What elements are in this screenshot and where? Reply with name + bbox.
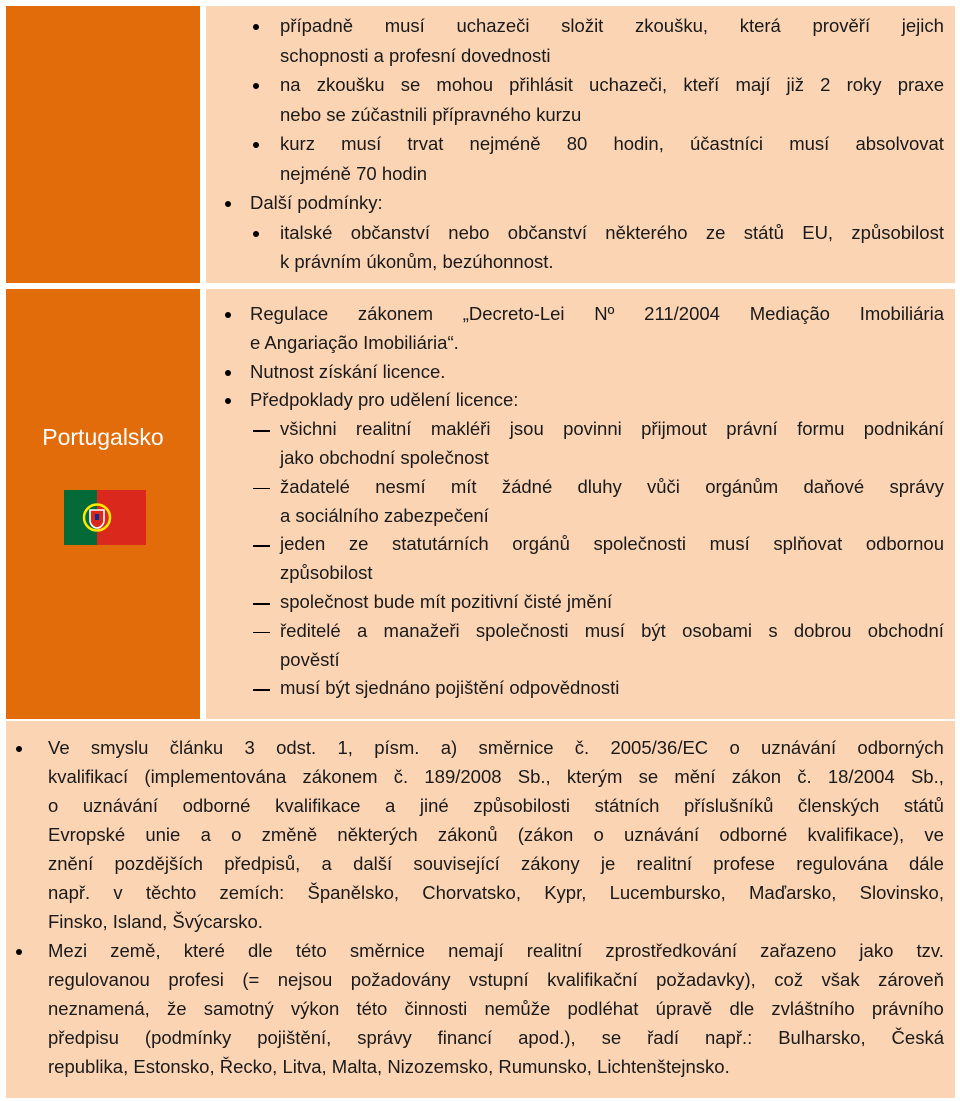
list-item-line: žadatelé nesmí mít žádné dluhy vůči orgánům daňové správy [280, 475, 944, 497]
list-item-line: Evropské unie a o změně některých zákonů (zákon o uznávání odborné kvalifikace), ve [48, 824, 944, 845]
dash-marker-icon [253, 603, 270, 605]
country-cell-italy [6, 6, 200, 283]
bullet-icon [225, 370, 231, 376]
bullet-icon [253, 231, 259, 237]
eu-directive-notes [6, 721, 955, 1098]
list-item-line: nejméně 70 hodin [280, 162, 428, 184]
list-item-line: pověstí [280, 648, 340, 670]
list-item-line: Regulace zákonem „Decreto-Lei Nº 211/2004 Mediação Imobiliária [250, 303, 944, 324]
list-item-line: Nutnost získání licence. [250, 360, 446, 382]
bullet-icon [225, 201, 231, 207]
list-item-line: znění pozdějších předpisů, a další související zákony je realitní profese regulována dále [48, 853, 944, 874]
dash-marker-icon [253, 488, 270, 490]
list-item-line: způsobilost [280, 562, 373, 584]
dash-marker-icon [253, 545, 270, 547]
bullet-icon [253, 142, 259, 148]
list-item-line: všichni realitní makléři jsou povinni přijmout právní formu podnikání [280, 418, 944, 440]
list-item-line: Finsko, Island, Švýcarsko. [48, 911, 263, 932]
list-item-line: a sociálního zabezpečení [280, 504, 489, 526]
list-item-line: předpisu (podmínky pojištění, správy financí apod.), se řadí např.: Bulharsko, Česká [48, 1027, 944, 1048]
bullet-icon [225, 312, 231, 318]
list-item-line: případně musí uchazeči složit zkoušku, která prověří jejich [280, 15, 944, 36]
list-item-line: společnost bude mít pozitivní čisté jmění [280, 591, 613, 612]
country-cell-portugal [6, 289, 200, 719]
list-item-line: k právním úkonům, bezúhonnost. [280, 251, 554, 272]
conditions-cell-portugal [206, 289, 955, 719]
country-name: Portugalsko [42, 424, 164, 450]
list-item-line: e Angariação Imobiliária“. [250, 331, 459, 353]
list-item-line: o uznávání odborné kvalifikace a jiné způsobilosti státních příslušníků členských států [48, 795, 944, 816]
list-item-line: republika, Estonsko, Řecko, Litva, Malta, Nizozemsko, Rumunsko, Lichtenštejnsko. [48, 1056, 730, 1077]
bullet-icon [253, 83, 259, 89]
dash-marker-icon [253, 430, 270, 432]
list-item-line: např. v těchto zemích: Španělsko, Chorvatsko, Kypr, Lucembursko, Maďarsko, Slovinsko, [48, 882, 944, 903]
list-item-line: Předpoklady pro udělení licence: [250, 389, 519, 411]
dash-marker-icon [253, 689, 270, 691]
list-item-line: kvalifikací (implementována zákonem č. 189/2008 Sb., kterým se mění zákon č. 18/2004 Sb., [48, 766, 944, 787]
bullet-icon [16, 949, 22, 955]
list-item-line: ředitelé a manažeři společnosti musí být osobami s dobrou obchodní [280, 619, 944, 641]
list-item-line: Mezi země, které dle této směrnice nemají realitní zprostředkování zařazeno jako tzv. [48, 940, 944, 961]
list-item-line: kurz musí trvat nejméně 80 hodin, účastníci musí absolvovat [280, 133, 944, 154]
dash-marker-icon [253, 632, 270, 634]
list-item-line: nebo se zúčastnili přípravného kurzu [280, 103, 582, 125]
conditions-cell-italy [206, 6, 955, 283]
list-item-line: regulovanou profesi (= nejsou požadovány vstupní kvalifikační požadavky), což však zároveň [48, 969, 944, 990]
bullet-icon [225, 398, 231, 404]
list-item-line: neznamená, že samotný výkon této činnosti nemůže podléhat úpravě dle zvláštního právního [48, 998, 944, 1019]
list-item-line: Ve smyslu článku 3 odst. 1, písm. a) směrnice č. 2005/36/EC o uznávání odborných [48, 737, 944, 758]
bullet-icon [253, 24, 259, 30]
list-item-line: Další podmínky: [250, 192, 383, 213]
list-item-line: jako obchodní společnost [280, 447, 489, 468]
list-item-line: schopnosti a profesní dovednosti [280, 44, 551, 66]
list-item-line: jeden ze statutárních orgánů společnosti musí splňovat odbornou [280, 533, 944, 555]
portugal-flag-icon [64, 490, 146, 545]
list-item-line: italské občanství nebo občanství některého ze států EU, způsobilost [280, 221, 944, 243]
list-item-line: na zkoušku se mohou přihlásit uchazeči, kteří mají již 2 roky praxe [280, 74, 944, 95]
bullet-icon [16, 746, 22, 752]
list-item-line: musí být sjednáno pojištění odpovědnosti [280, 677, 620, 699]
